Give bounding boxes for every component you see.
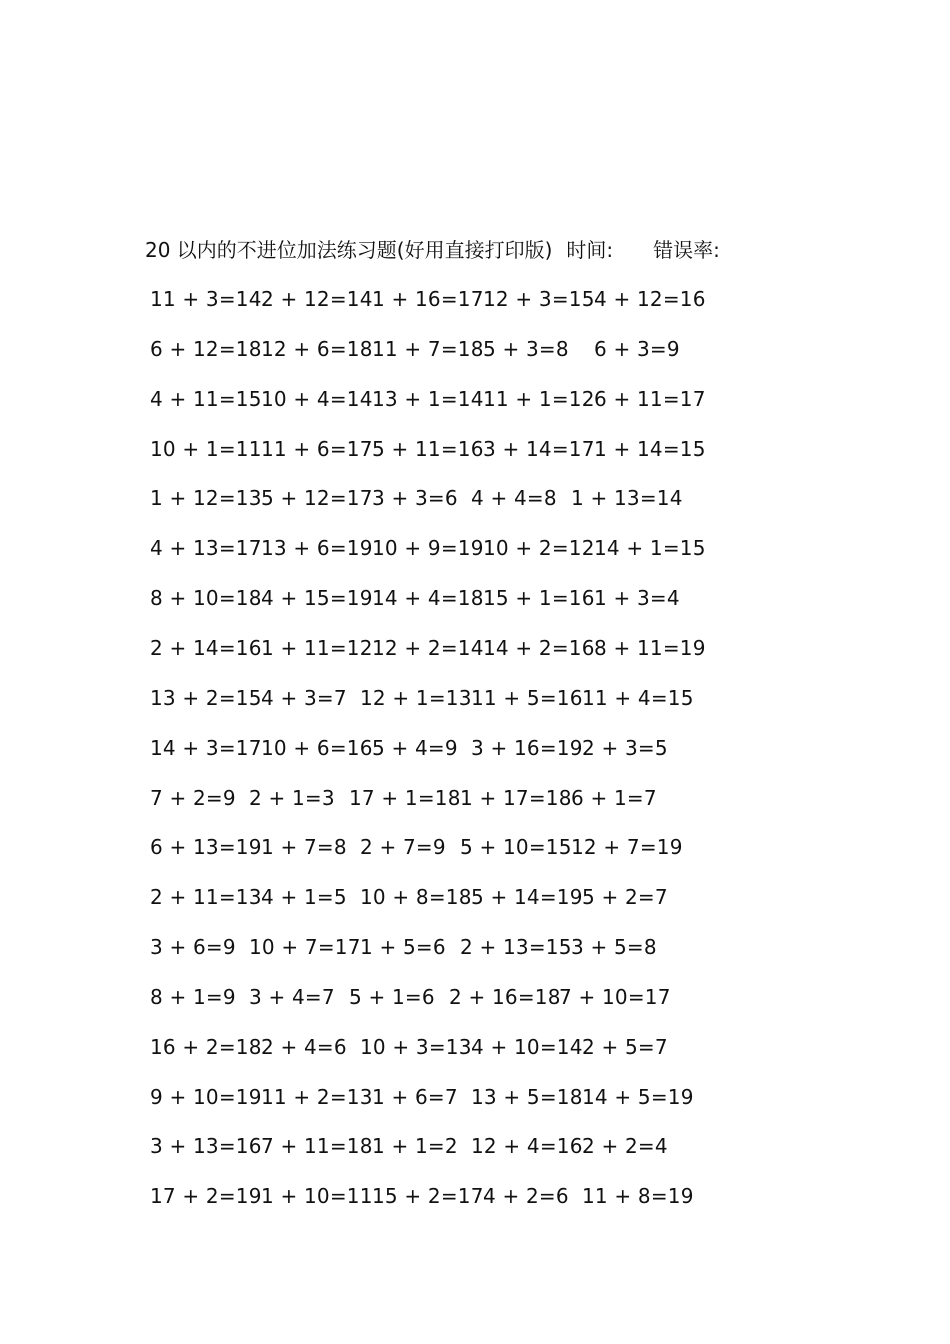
worksheet-header — [145, 236, 720, 264]
problem-cell: 12 + 4=16 — [471, 1134, 583, 1159]
problem-cell: 7 + 10=17 — [559, 984, 671, 1009]
problem-row — [0, 882, 950, 912]
problem-cell: 11 + 1=12 — [483, 386, 595, 411]
error-rate-label: 错误率: — [653, 238, 720, 262]
problem-cell: 3 + 16=19 — [471, 735, 583, 760]
problem-cell: 2 + 7=9 — [360, 835, 446, 860]
problem-cell: 11 + 6=17 — [261, 436, 373, 461]
problem-cell: 7 + 2=9 — [150, 785, 236, 810]
problem-row — [0, 683, 950, 713]
problem-cell: 3 + 13=16 — [150, 1134, 262, 1159]
problem-cell: 6 + 11=17 — [594, 386, 706, 411]
problem-cell: 4 + 1=5 — [261, 885, 347, 910]
problem-cell: 8 + 11=19 — [594, 635, 706, 660]
problem-cell: 2 + 11=13 — [150, 885, 262, 910]
problem-cell: 9 + 10=19 — [150, 1084, 262, 1109]
problem-cell: 10 + 7=17 — [249, 935, 361, 960]
problem-cell: 5 + 4=9 — [372, 735, 458, 760]
problem-cell: 11 + 3=14 — [150, 287, 262, 311]
problem-cell: 2 + 5=7 — [582, 1034, 668, 1059]
problem-cell: 10 + 4=14 — [261, 386, 373, 411]
problem-row — [0, 733, 950, 763]
problem-cell: 12 + 7=19 — [571, 835, 683, 860]
problem-cell: 4 + 12=16 — [594, 287, 706, 311]
problem-cell: 1 + 3=4 — [594, 586, 680, 611]
problem-cell: 14 + 4=18 — [372, 586, 484, 611]
problem-cell: 5 + 10=15 — [460, 835, 572, 860]
problem-cell: 13 + 5=18 — [471, 1084, 583, 1109]
problem-cell: 13 + 1=14 — [372, 386, 484, 411]
problem-cell: 8 + 10=18 — [150, 586, 262, 611]
problem-cell: 13 + 6=19 — [261, 536, 373, 561]
problem-row — [0, 633, 950, 663]
problem-cell: 4 + 4=8 — [471, 486, 557, 511]
problem-cell: 4 + 3=7 — [261, 685, 347, 710]
problem-cell: 2 + 12=14 — [261, 287, 373, 311]
problem-cell: 2 + 4=6 — [261, 1034, 347, 1059]
problem-row — [0, 533, 950, 563]
problem-cell: 7 + 11=18 — [261, 1134, 373, 1159]
problem-cell: 10 + 1=11 — [150, 436, 262, 461]
problem-cell: 12 + 1=13 — [360, 685, 472, 710]
problem-row — [0, 1131, 950, 1161]
time-label: 时间: — [566, 238, 614, 262]
problem-row — [0, 284, 950, 314]
problem-cell: 3 + 3=6 — [372, 486, 458, 511]
problem-cell: 14 + 5=19 — [582, 1084, 694, 1109]
problem-cell: 12 + 6=18 — [261, 336, 373, 361]
problem-cell: 1 + 10=11 — [261, 1184, 373, 1209]
problem-cell: 5 + 12=17 — [261, 486, 373, 511]
problem-cell: 16 + 2=18 — [150, 1034, 262, 1059]
problem-cell: 11 + 5=16 — [471, 685, 583, 710]
problem-cell: 14 + 2=16 — [483, 635, 595, 660]
problem-cell: 1 + 1=2 — [372, 1134, 458, 1159]
problem-cell: 1 + 12=13 — [150, 486, 262, 511]
problem-cell: 3 + 5=8 — [571, 935, 657, 960]
problem-cell: 6 + 3=9 — [594, 336, 680, 361]
problem-cell: 10 + 6=16 — [261, 735, 373, 760]
problem-cell: 3 + 4=7 — [249, 984, 335, 1009]
problem-cell: 10 + 3=13 — [360, 1034, 472, 1059]
problem-row — [0, 583, 950, 613]
problem-row — [0, 334, 950, 364]
problem-cell: 15 + 2=17 — [372, 1184, 484, 1209]
problem-cell: 4 + 11=15 — [150, 386, 262, 411]
problem-cell: 12 + 2=14 — [372, 635, 484, 660]
problem-row — [0, 783, 950, 813]
problem-cell: 2 + 3=5 — [582, 735, 668, 760]
problem-row — [0, 932, 950, 962]
problem-cell: 11 + 2=13 — [261, 1084, 373, 1109]
problem-cell: 3 + 14=17 — [483, 436, 595, 461]
problem-cell: 13 + 2=15 — [150, 685, 262, 710]
problem-cell: 10 + 9=19 — [372, 536, 484, 561]
problem-cell: 17 + 2=19 — [150, 1184, 262, 1209]
problem-cell: 14 + 3=17 — [150, 735, 262, 760]
problem-cell: 6 + 1=7 — [571, 785, 657, 810]
problem-cell: 1 + 13=14 — [571, 486, 683, 511]
problem-cell: 8 + 1=9 — [150, 984, 236, 1009]
problem-row — [0, 1082, 950, 1112]
problem-cell: 2 + 2=4 — [582, 1134, 668, 1159]
problem-cell: 6 + 12=18 — [150, 336, 262, 361]
problem-cell: 10 + 8=18 — [360, 885, 472, 910]
problem-cell: 14 + 1=15 — [594, 536, 706, 561]
problem-cell: 1 + 5=6 — [360, 935, 446, 960]
problem-row — [0, 384, 950, 414]
problem-cell: 4 + 13=17 — [150, 536, 262, 561]
problem-cell: 1 + 16=17 — [372, 287, 484, 311]
problem-cell: 5 + 3=8 — [483, 336, 569, 361]
problem-cell: 10 + 2=12 — [483, 536, 595, 561]
problem-cell: 2 + 16=18 — [449, 984, 561, 1009]
problem-row — [0, 1032, 950, 1062]
problem-row — [0, 982, 950, 1012]
problem-cell: 11 + 7=18 — [372, 336, 484, 361]
problem-cell: 2 + 13=15 — [460, 935, 572, 960]
problem-cell: 2 + 1=3 — [249, 785, 335, 810]
problem-row — [0, 832, 950, 862]
problem-cell: 5 + 11=16 — [372, 436, 484, 461]
problem-cell: 5 + 14=19 — [471, 885, 583, 910]
problem-cell: 1 + 6=7 — [372, 1084, 458, 1109]
problem-cell: 5 + 2=7 — [582, 885, 668, 910]
problem-cell: 6 + 13=19 — [150, 835, 262, 860]
problem-cell: 1 + 17=18 — [460, 785, 572, 810]
problem-row — [0, 1181, 950, 1211]
problem-cell: 2 + 14=16 — [150, 635, 262, 660]
problem-cell: 1 + 11=12 — [261, 635, 373, 660]
problem-cell: 17 + 1=18 — [349, 785, 461, 810]
problem-cell: 4 + 15=19 — [261, 586, 373, 611]
problem-cell: 11 + 4=15 — [582, 685, 694, 710]
problem-row — [0, 483, 950, 513]
problem-row — [0, 434, 950, 464]
problem-cell: 4 + 10=14 — [471, 1034, 583, 1059]
problem-cell: 11 + 8=19 — [582, 1184, 694, 1209]
worksheet-title: 20 以内的不进位加法练习题(好用直接打印版) — [145, 238, 553, 262]
problem-cell: 1 + 14=15 — [594, 436, 706, 461]
problem-cell: 12 + 3=15 — [483, 287, 595, 311]
problem-cell: 15 + 1=16 — [483, 586, 595, 611]
problem-cell: 1 + 7=8 — [261, 835, 347, 860]
problem-cell: 3 + 6=9 — [150, 935, 236, 960]
problem-cell: 4 + 2=6 — [483, 1184, 569, 1209]
problem-cell: 5 + 1=6 — [349, 984, 435, 1009]
